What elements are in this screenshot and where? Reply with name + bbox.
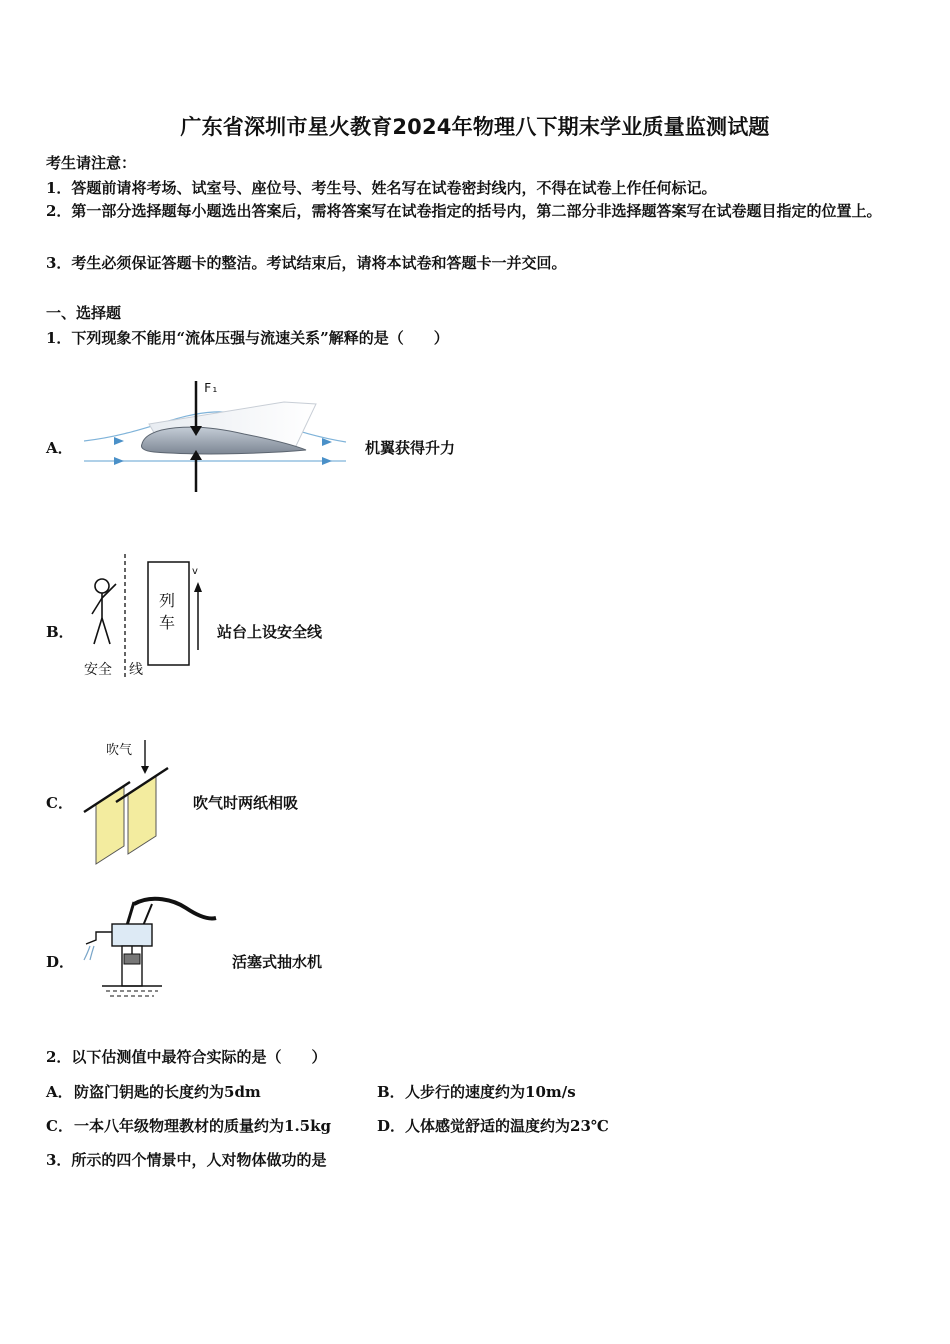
notice-item: 1．答题前请将考场、试室号、座位号、考生号、姓名写在试卷密封线内，不得在试卷上作任何标记。 (46, 179, 717, 197)
blow-label: 吹气 (106, 743, 133, 758)
option-text: 活塞式抽水机 (232, 953, 323, 971)
piston-pump-figure (82, 890, 222, 1004)
notice-item: 2．第一部分选择题每小题选出答案后，需将答案写在试卷指定的括号内，第二部分非选择题答案写在试卷题目指定的位置上。 (46, 202, 882, 220)
option-letter: B． (46, 623, 74, 641)
question-stem: 3．所示的四个情景中，人对物体做功的是 (46, 1151, 327, 1169)
page-title: 广东省深圳市星火教育2024年物理八下期末学业质量监测试题 (180, 115, 770, 139)
option-text: 站台上设安全线 (217, 623, 323, 641)
option-text: 机翼获得升力 (365, 439, 456, 457)
velocity-label: v (192, 566, 198, 577)
train-label: 列 (159, 591, 176, 610)
option-text: 一本八年级物理教材的质量约为1.5kg (74, 1117, 331, 1135)
option-letter: D． (377, 1117, 406, 1135)
safety-label: 安全 (84, 662, 112, 678)
airplane-wing-figure (84, 376, 350, 494)
option-letter: B． (377, 1083, 405, 1101)
question-stem: 1．下列现象不能用“流体压强与流速关系”解释的是（ ） (46, 329, 449, 347)
safety-label: 线 (129, 662, 143, 678)
option-text: 人体感觉舒适的温度约为23℃ (405, 1117, 609, 1135)
notice-item: 3．考生必须保证答题卡的整洁。考试结束后，请将本试卷和答题卡一并交回。 (46, 254, 567, 272)
section-heading: 一、选择题 (46, 304, 122, 322)
option-letter: C． (46, 1117, 73, 1135)
option-letter: C． (46, 794, 73, 812)
option-text: 吹气时两纸相吸 (193, 794, 299, 812)
option-text: 人步行的速度约为10m/s (405, 1083, 576, 1101)
train-label: 车 (159, 613, 176, 632)
question-stem: 2．以下估测值中最符合实际的是（ ） (46, 1048, 327, 1066)
notice-heading: 考生请注意： (46, 154, 137, 172)
option-letter: A． (46, 439, 73, 457)
station-safety-line-figure (82, 552, 212, 682)
option-letter: A． (46, 1083, 73, 1101)
blowing-papers-figure (80, 736, 180, 870)
option-text: 防盗门钥匙的长度约为5dm (74, 1083, 261, 1101)
option-letter: D． (46, 953, 75, 971)
force-label: F₁ (204, 381, 219, 395)
